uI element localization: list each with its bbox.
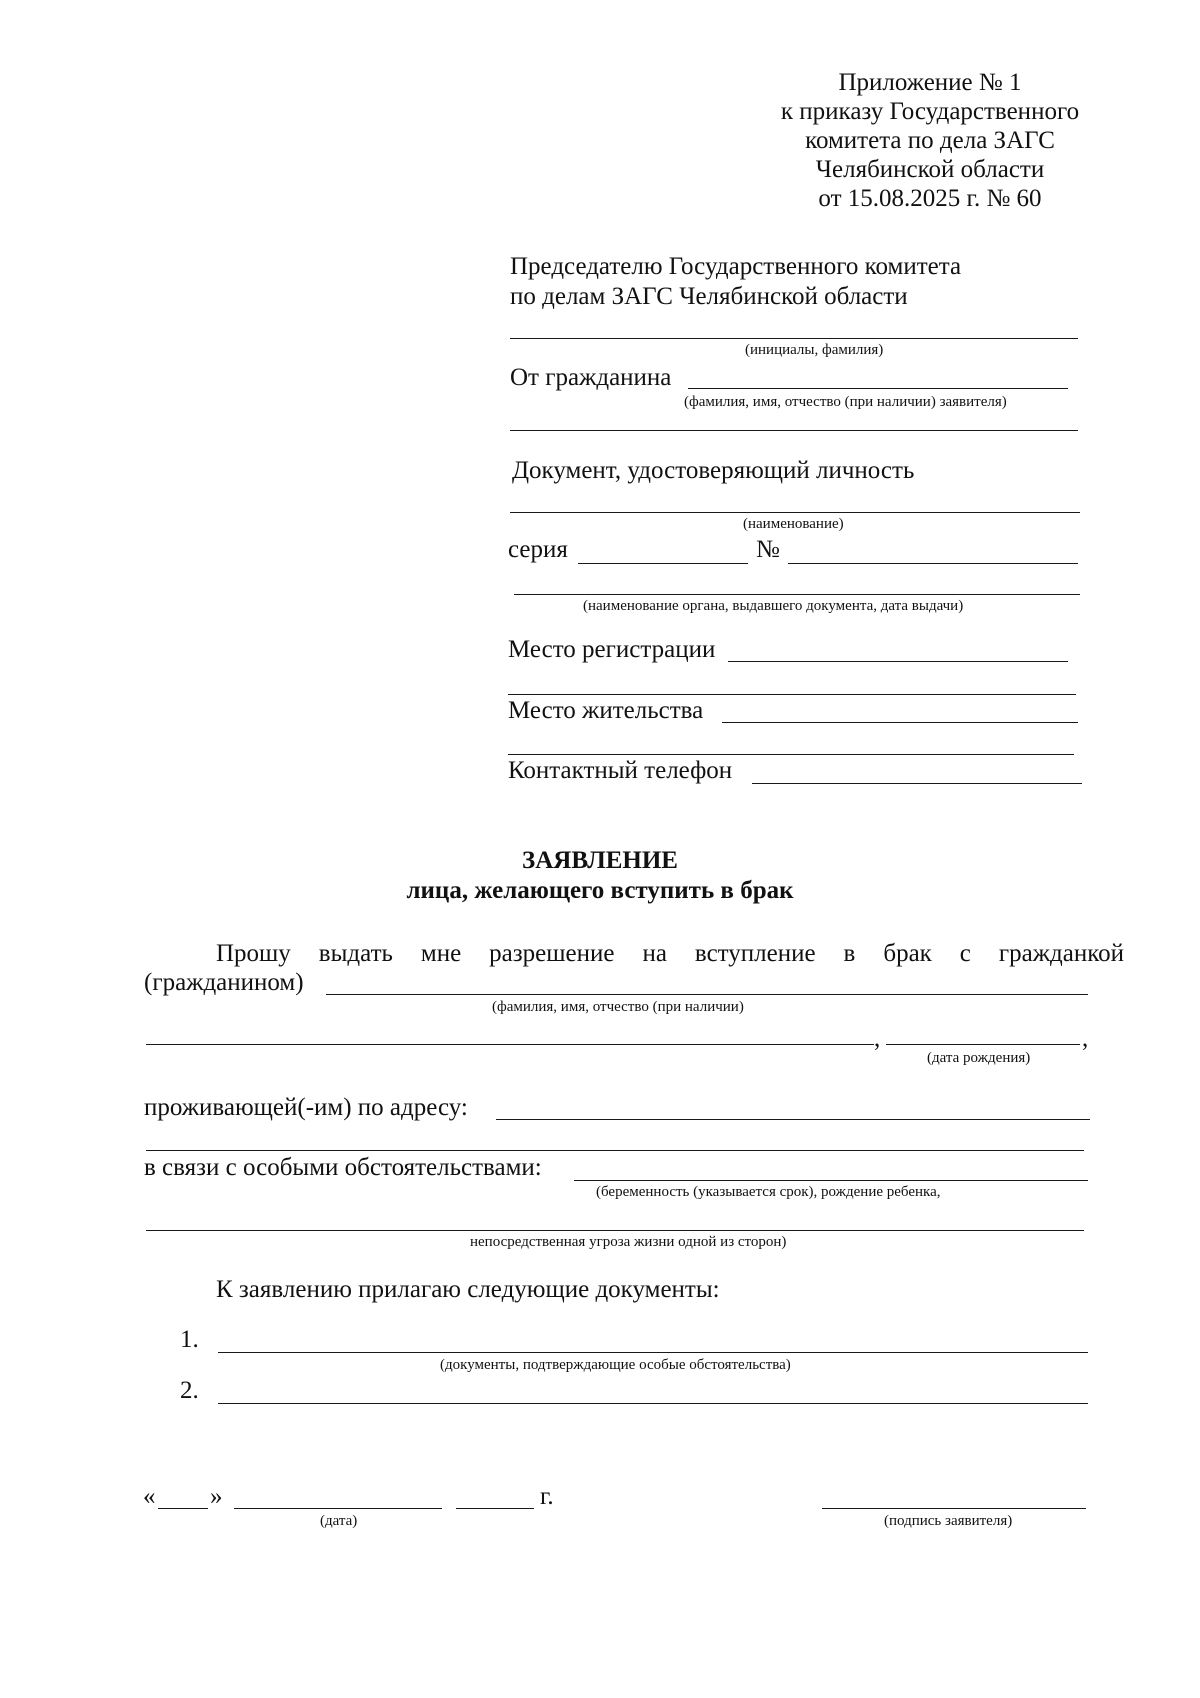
addressee-line-1: Председателю Государственного комитета — [510, 253, 962, 280]
request-word: Прошу — [216, 940, 291, 967]
addressee-line-2: по делам ЗАГС Челябинской области — [510, 283, 908, 310]
quote-close: » — [210, 1483, 223, 1510]
request-word: разрешение — [489, 940, 615, 967]
title-line-1: ЗАЯВЛЕНИЕ — [522, 847, 678, 874]
request-word: с — [959, 940, 971, 967]
circumstances-field[interactable] — [574, 1180, 1088, 1181]
address-field[interactable] — [496, 1119, 1090, 1120]
birth-hint: (дата рождения) — [927, 1050, 1031, 1066]
attachments-label: К заявлению прилагаю следующие документы: — [216, 1276, 720, 1303]
number-field[interactable] — [788, 563, 1078, 564]
number-label: № — [756, 536, 780, 563]
year-suffix: г. — [540, 1483, 554, 1510]
residence-field[interactable] — [722, 722, 1078, 723]
id-doc-field[interactable] — [510, 512, 1080, 513]
registration-field[interactable] — [728, 661, 1068, 662]
spouse-field-continued[interactable] — [146, 1044, 874, 1045]
request-word: вступление — [694, 940, 816, 967]
item-1-hint: (документы, подтверждающие особые обстоятельства) — [440, 1357, 791, 1373]
from-field[interactable] — [688, 388, 1068, 389]
addressee-block — [510, 252, 961, 312]
approval-line-3: комитета по дела ЗАГС — [805, 127, 1055, 154]
spouse-field[interactable] — [326, 994, 1088, 995]
address-field-continued[interactable] — [146, 1150, 1084, 1151]
circumstances-hint-2: непосредственная угроза жизни одной из сторон) — [470, 1234, 787, 1250]
series-label: серия — [508, 536, 568, 563]
approval-line-1: Приложение № 1 — [838, 69, 1022, 96]
address-label: проживающей(-им) по адресу: — [144, 1094, 468, 1121]
item-1-number: 1. — [180, 1326, 199, 1353]
quote-open: « — [143, 1483, 156, 1510]
spouse-comma: , — [874, 1025, 881, 1052]
spouse-label: (гражданином) — [144, 969, 304, 996]
attachment-2-field[interactable] — [218, 1403, 1088, 1404]
phone-label: Контактный телефон — [508, 757, 733, 784]
approval-stamp — [730, 68, 1130, 213]
signature-field[interactable] — [822, 1508, 1086, 1509]
registration-field-continued[interactable] — [508, 694, 1076, 695]
request-word: гражданкой — [998, 940, 1124, 967]
approval-line-4: Челябинской области — [815, 156, 1045, 183]
initials-hint: (инициалы, фамилия) — [745, 342, 884, 358]
spouse-hint: (фамилия, имя, отчество (при наличии) — [492, 999, 744, 1015]
attachment-1-field[interactable] — [218, 1352, 1088, 1353]
circumstances-field-continued[interactable] — [146, 1230, 1084, 1231]
request-word: выдать — [318, 940, 393, 967]
registration-label: Место регистрации — [508, 636, 716, 663]
approval-line-2: к приказу Государственного — [780, 98, 1080, 125]
day-field[interactable] — [158, 1508, 208, 1509]
id-doc-hint: (наименование) — [743, 516, 844, 532]
request-word: мне — [420, 940, 462, 967]
statement-title — [0, 846, 1200, 906]
residence-field-continued[interactable] — [508, 754, 1074, 755]
request-first-line — [216, 940, 1124, 968]
phone-field[interactable] — [752, 783, 1082, 784]
request-word: в — [843, 940, 856, 967]
signature-hint: (подпись заявителя) — [884, 1513, 1013, 1529]
series-field[interactable] — [578, 563, 748, 564]
item-2-number: 2. — [180, 1377, 199, 1404]
from-field-continued[interactable] — [510, 430, 1078, 431]
month-field[interactable] — [234, 1508, 442, 1509]
issuer-field[interactable] — [514, 594, 1080, 595]
year-field[interactable] — [456, 1508, 534, 1509]
from-label: От гражданина — [510, 364, 672, 391]
from-hint: (фамилия, имя, отчество (при наличии) заявителя) — [684, 394, 1007, 410]
birth-date-field[interactable] — [886, 1044, 1080, 1045]
request-word: на — [642, 940, 667, 967]
approval-line-5: от 15.08.2025 г. № 60 — [818, 185, 1042, 212]
issuer-hint: (наименование органа, выдавшего документа, дата выдачи) — [583, 598, 964, 614]
residence-label: Место жительства — [508, 697, 704, 724]
request-word: брак — [883, 940, 932, 967]
circumstances-label: в связи с особыми обстоятельствами: — [144, 1154, 542, 1181]
circumstances-hint-1: (беременность (указывается срок), рождение ребенка, — [596, 1184, 941, 1200]
birth-comma: , — [1082, 1025, 1089, 1052]
id-doc-label: Документ, удостоверяющий личность — [512, 457, 915, 484]
date-hint: (дата) — [320, 1513, 358, 1529]
initials-field[interactable] — [510, 338, 1078, 339]
title-line-2: лица, желающего вступить в брак — [406, 877, 794, 904]
